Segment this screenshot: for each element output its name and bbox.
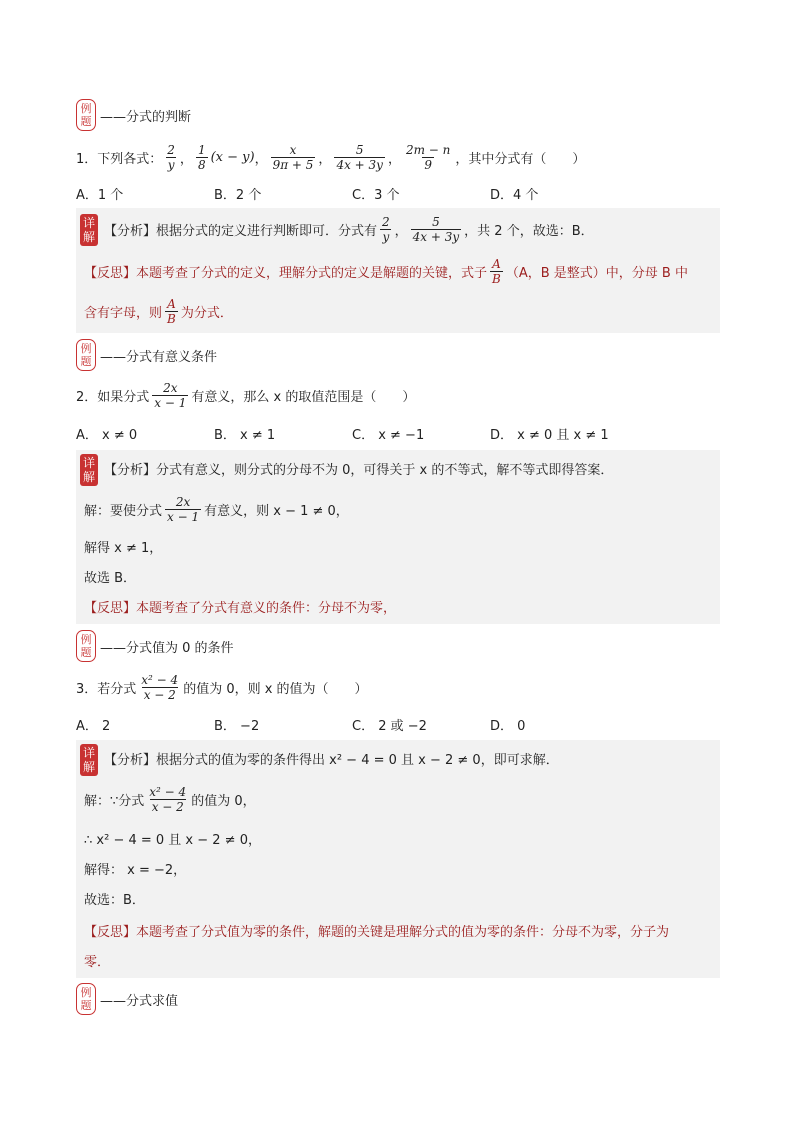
- question-1: 1．下列各式： $\frac{2}{y}$ ， $\frac{1}{8}$ (x − y) ， $\frac{x}{9\pi + 5}$ ， $\frac{5}{4x + 3y}$ ， $\frac{2m - n}{9}$ ，其中分式有（ ）: [76, 142, 586, 172]
- section-title: ——分式的判断: [100, 109, 192, 125]
- option-a: A． 2: [76, 719, 111, 734]
- section-header: [76, 982, 178, 1016]
- section-title: ——分式有意义条件: [100, 349, 218, 365]
- solution-step: 解：要使分式 $\frac{2x}{x - 1}$ 有意义，则 x − 1 ≠ 0，: [84, 494, 349, 524]
- reflection-text-cont: 含有字母，则 $\frac{A}{B}$ 为分式．: [84, 296, 233, 326]
- example-seal-icon: 例 题: [76, 339, 96, 371]
- solution-box-3: [76, 740, 720, 978]
- reflection-text: 【反思】本题考查了分式的定义，理解分式的定义是解题的关键，式子 $\frac{A}{B}$ （A，B 是整式）中，分母 B 中: [84, 256, 688, 286]
- analysis-text: 【分析】根据分式的定义进行判断即可．分式有 $\frac{2}{y}$ ， $\frac{5}{4x + 3y}$ ，共 2 个，故选：B．: [104, 214, 594, 244]
- option-d: D．4 个: [490, 188, 539, 203]
- solution-step: 解：∵分式 $\frac{\text{x² − 4}}{x - 2}$ 的值为 0，: [84, 784, 256, 814]
- option-d: D． 0: [490, 719, 526, 734]
- option-c: C．3 个: [352, 188, 400, 203]
- option-c: C． x ≠ −1: [352, 428, 425, 443]
- reflection-text-cont: 零．: [84, 954, 111, 970]
- analysis-text: 【分析】分式有意义，则分式的分母不为 0，可得关于 x 的不等式，解不等式即得答案．: [104, 462, 614, 478]
- section-header: [76, 338, 217, 372]
- solution-box-1: [76, 208, 720, 333]
- section-header: [76, 629, 234, 663]
- option-a: A．1 个: [76, 188, 124, 203]
- options-2: [76, 424, 716, 443]
- detail-badge-icon: 详 解: [80, 454, 98, 486]
- analysis-text: 【分析】根据分式的值为零的条件得出 x² − 4 = 0 且 x − 2 ≠ 0，即可求解．: [104, 752, 559, 768]
- option-b: B．2 个: [214, 188, 262, 203]
- example-seal-icon: 例 题: [76, 99, 96, 131]
- reflection-text: 【反思】本题考查了分式有意义的条件：分母不为零，: [84, 600, 397, 616]
- section-title: ——分式求值: [100, 993, 179, 1009]
- option-b: B． x ≠ 1: [214, 428, 276, 443]
- reflection-text: 【反思】本题考查了分式值为零的条件，解题的关键是理解分式的值为零的条件：分母不为零，分子为: [84, 924, 670, 940]
- option-b: B． −2: [214, 719, 260, 734]
- example-seal-icon: 例 题: [76, 983, 96, 1015]
- options-1: [76, 184, 716, 203]
- solution-step: 解得 x ≠ 1，: [84, 540, 163, 556]
- option-d: D． x ≠ 0 且 x ≠ 1: [490, 428, 609, 443]
- solution-step: 解得： x = −2，: [84, 862, 187, 878]
- option-a: A． x ≠ 0: [76, 428, 138, 443]
- solution-box-2: [76, 450, 720, 624]
- solution-step: ∴ x² − 4 = 0 且 x − 2 ≠ 0，: [84, 832, 261, 848]
- solution-step: 故选 B．: [84, 570, 137, 586]
- solution-step: 故选：B．: [84, 892, 145, 908]
- example-seal-icon: 例 题: [76, 630, 96, 662]
- question-2: 2．如果分式 $\frac{2x}{x - 1}$ 有意义，那么 x 的取值范围是（ ）: [76, 380, 416, 410]
- detail-badge-icon: 详 解: [80, 744, 98, 776]
- section-title: ——分式值为 0 的条件: [100, 640, 234, 656]
- question-3: 3．若分式 $\frac{\text{x² − 4}}{x - 2}$ 的值为 0，则 x 的值为（ ）: [76, 672, 368, 702]
- option-c: C． 2 或 −2: [352, 719, 427, 734]
- detail-badge-icon: 详 解: [80, 214, 98, 246]
- options-3: [76, 715, 716, 734]
- section-header: [76, 98, 191, 132]
